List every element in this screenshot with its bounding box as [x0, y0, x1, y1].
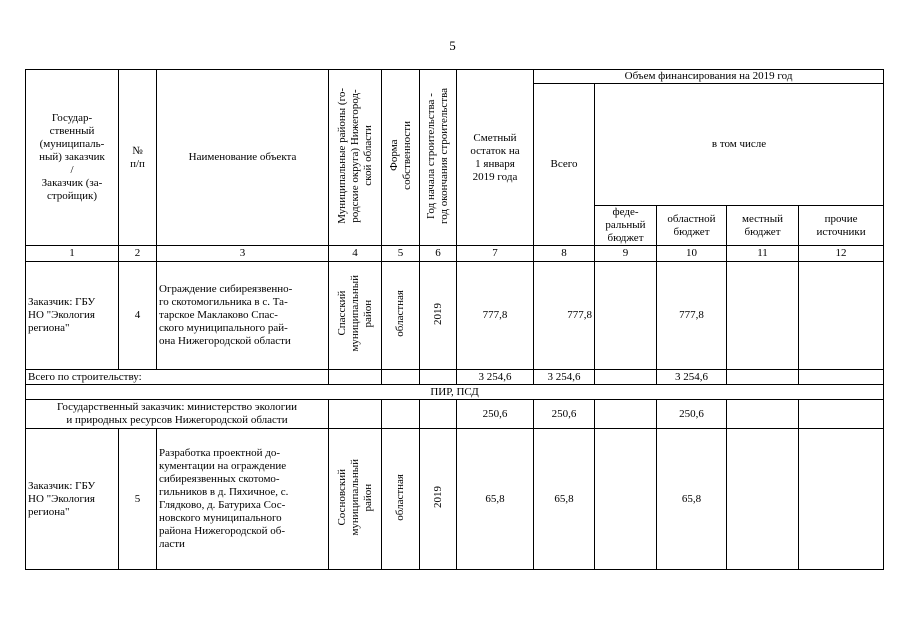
row-district — [329, 262, 382, 370]
row-year — [420, 262, 457, 370]
empty-cell — [799, 370, 884, 385]
row-total: 65,8 — [534, 429, 595, 570]
row-district-text: Сосновский муниципальный район — [335, 458, 374, 536]
header-districts — [329, 70, 382, 246]
header-customer: Государ- ственный (муниципаль- ный) заказчик / Заказчик (за- стройщик) — [26, 70, 119, 246]
empty-cell — [799, 400, 884, 429]
financing-table — [25, 69, 884, 570]
state-customer-label: Государственный заказчик: министерство экологии и природных ресурсов Нижегородской области — [26, 400, 329, 429]
column-number: 10 — [657, 246, 727, 262]
row-object: Ограждение сибиреязвенно- го скотомогильника в с. Та- тарское Маклаково Спас- ского муниципального рай- она Нижегородской области — [157, 262, 329, 370]
row-customer: Заказчик: ГБУ НО "Экология региона" — [26, 429, 119, 570]
header-financing: Объем финансирования на 2019 год — [534, 70, 884, 84]
row-number: 5 — [119, 429, 157, 570]
state-customer-regional: 250,6 — [657, 400, 727, 429]
row-year-text: 2019 — [431, 302, 444, 325]
header-local: местный бюджет — [727, 206, 799, 246]
empty-cell — [727, 370, 799, 385]
row-other — [799, 262, 884, 370]
column-number: 9 — [595, 246, 657, 262]
row-district — [329, 429, 382, 570]
row-balance: 65,8 — [457, 429, 534, 570]
header-ownership — [382, 70, 420, 246]
row-customer: Заказчик: ГБУ НО "Экология региона" — [26, 262, 119, 370]
empty-cell — [595, 400, 657, 429]
row-object: Разработка проектной до- кументации на ограждение сибиреязвенных скотомо- гильников в д. Пяхичное, с. Глядково, д. Батуриха Сос- новского муниципального района Нижегородской об- ласти — [157, 429, 329, 570]
empty-cell — [595, 370, 657, 385]
header-other: прочие источники — [799, 206, 884, 246]
subtotal-balance: 3 254,6 — [457, 370, 534, 385]
column-numbers-row — [26, 246, 884, 262]
row-ownership-text: областная — [394, 290, 406, 337]
column-number: 7 — [457, 246, 534, 262]
column-number: 8 — [534, 246, 595, 262]
row-ownership — [382, 262, 420, 370]
header-balance: Сметный остаток на 1 января 2019 года — [457, 70, 534, 246]
row-other — [799, 429, 884, 570]
header-ownership-text: Форма собственности — [387, 121, 413, 190]
state-customer-row — [26, 400, 884, 429]
header-districts-text: Муниципальные районы (го- родские округа) Нижегород- ской области — [335, 87, 374, 224]
empty-cell — [382, 400, 420, 429]
subtotal-label: Всего по строительству: — [26, 370, 329, 385]
state-customer-balance: 250,6 — [457, 400, 534, 429]
section-row — [26, 385, 884, 400]
empty-cell — [329, 370, 382, 385]
column-number: 3 — [157, 246, 329, 262]
row-local — [727, 262, 799, 370]
row-number: 4 — [119, 262, 157, 370]
row-district-text: Спасский муниципальный район — [335, 275, 374, 352]
table-row — [26, 429, 884, 570]
table-row — [26, 262, 884, 370]
column-number: 1 — [26, 246, 119, 262]
column-number: 5 — [382, 246, 420, 262]
header-federal: феде- ральный бюджет — [595, 206, 657, 246]
column-number: 4 — [329, 246, 382, 262]
header-object-name: Наименование объекта — [157, 70, 329, 246]
row-regional: 777,8 — [657, 262, 727, 370]
row-year-text: 2019 — [431, 486, 444, 508]
empty-cell — [727, 400, 799, 429]
subtotal-total: 3 254,6 — [534, 370, 595, 385]
empty-cell — [420, 400, 457, 429]
section-label: ПИР, ПСД — [26, 385, 884, 400]
column-number: 6 — [420, 246, 457, 262]
subtotal-regional: 3 254,6 — [657, 370, 727, 385]
subtotal-row — [26, 370, 884, 385]
column-number: 2 — [119, 246, 157, 262]
page-number: 5 — [449, 38, 456, 53]
column-number: 12 — [799, 246, 884, 262]
empty-cell — [420, 370, 457, 385]
row-balance: 777,8 — [457, 262, 534, 370]
column-number: 11 — [727, 246, 799, 262]
row-year — [420, 429, 457, 570]
state-customer-total: 250,6 — [534, 400, 595, 429]
header-years-text: Год начала строительства - год окончания строительства — [425, 87, 450, 224]
row-total: 777,8 — [534, 262, 595, 370]
row-local — [727, 429, 799, 570]
row-ownership — [382, 429, 420, 570]
row-federal — [595, 262, 657, 370]
header-total: Всего — [534, 84, 595, 246]
empty-cell — [382, 370, 420, 385]
header-regional: областной бюджет — [657, 206, 727, 246]
row-regional: 65,8 — [657, 429, 727, 570]
header-number: № п/п — [119, 70, 157, 246]
header-including: в том числе — [595, 84, 884, 206]
header-years — [420, 70, 457, 246]
row-ownership-text: областная — [394, 473, 406, 521]
empty-cell — [329, 400, 382, 429]
row-federal — [595, 429, 657, 570]
